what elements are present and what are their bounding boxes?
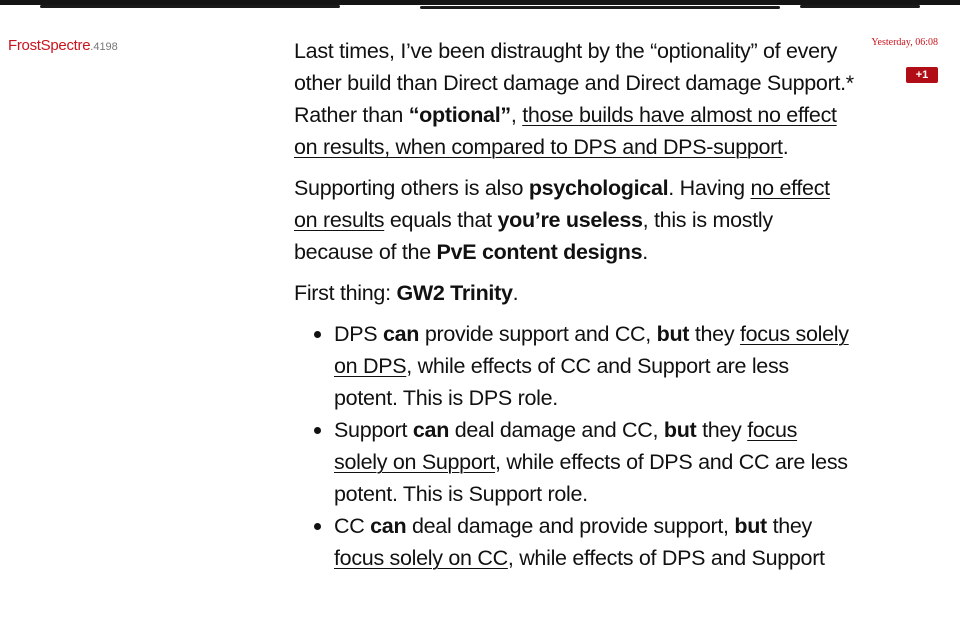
- list-item: CC can deal damage and provide support, but they focus solely on CC, while effects of DPS and Support: [334, 510, 854, 574]
- paragraph-trinity: First thing: GW2 Trinity.: [294, 281, 519, 305]
- top-banner: [0, 0, 960, 14]
- emphasis-underline: focus solely on Support: [334, 418, 798, 474]
- emphasis-underline: focus solely on CC: [334, 546, 508, 570]
- emphasis-underline: those builds have almost no effect on results, when compared to DPS and DPS-support: [294, 103, 837, 159]
- list-item: DPS can provide support and CC, but they focus solely on DPS, while effects of CC and Support are less potent. This is DPS role.: [334, 318, 854, 414]
- emphasis-underline: no effect on results: [294, 176, 830, 232]
- banner-streak: [420, 6, 780, 9]
- author-id: .4198: [90, 41, 118, 53]
- roles-list: [294, 318, 854, 574]
- emphasis-underline: focus solely on DPS: [334, 322, 849, 378]
- post-author[interactable]: [8, 37, 118, 54]
- paragraph-psychology: Supporting others is also psychological. Having no effect on results equals that you’re useless, this is mostly because of the PvE content designs.: [294, 176, 830, 264]
- author-name[interactable]: FrostSpectre: [8, 37, 91, 54]
- vote-badge[interactable]: +1: [906, 67, 938, 83]
- list-item: Support can deal damage and CC, but they focus solely on Support, while effects of DPS and CC are less potent. This is Support role.: [334, 414, 854, 510]
- banner-streak: [40, 5, 340, 8]
- post-body: [294, 35, 854, 574]
- post-timestamp[interactable]: Yesterday, 06:08: [871, 37, 938, 48]
- paragraph-intro: Last times, I’ve been distraught by the “optionality” of every other build than Direct damage and Direct damage Support.* Rather than “optional”, those builds have almost no effect on results, when compared to DPS and DPS-support.: [294, 39, 854, 159]
- banner-streak: [800, 5, 920, 8]
